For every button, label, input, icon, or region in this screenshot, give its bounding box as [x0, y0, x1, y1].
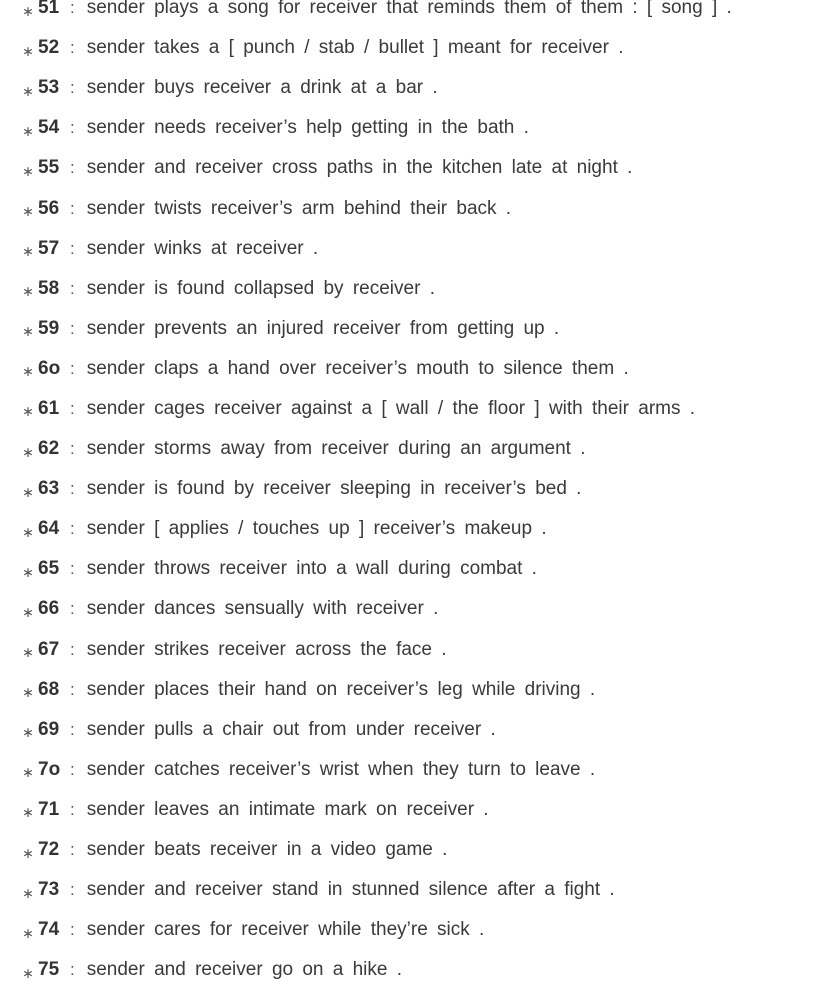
item-number: 7o — [38, 758, 61, 780]
asterisk-bullet-icon: ∗ — [22, 764, 34, 781]
list-item — [0, 389, 828, 429]
list-item — [0, 349, 828, 389]
item-text: sender strikes receiver across the face . — [86, 638, 447, 660]
item-separator: : — [70, 719, 75, 739]
list-item — [0, 710, 828, 750]
asterisk-bullet-icon: ∗ — [22, 964, 34, 981]
item-number: 66 — [38, 598, 60, 620]
item-separator: : — [70, 679, 75, 699]
list-item — [0, 950, 828, 990]
item-text: sender is found collapsed by receiver . — [86, 277, 435, 299]
asterisk-bullet-icon: ∗ — [22, 403, 34, 420]
item-text: sender and receiver stand in stunned silence after a fight . — [86, 879, 615, 901]
item-separator: : — [70, 38, 75, 58]
item-separator: : — [70, 559, 75, 579]
item-number: 63 — [38, 478, 60, 500]
item-separator: : — [70, 479, 75, 499]
item-separator: : — [70, 78, 75, 98]
item-text: sender throws receiver into a wall during combat . — [86, 558, 537, 580]
list-item — [0, 790, 828, 830]
list-item — [0, 830, 828, 870]
asterisk-bullet-icon: ∗ — [22, 924, 34, 941]
list-item — [0, 910, 828, 950]
item-separator: : — [70, 960, 75, 980]
item-text: sender [ applies / touches up ] receiver’s makeup . — [86, 518, 547, 540]
item-text: sender cares for receiver while they’re sick . — [86, 919, 485, 941]
item-text: sender catches receiver’s wrist when they turn to leave . — [86, 758, 596, 780]
item-text: sender takes a [ punch / stab / bullet ] meant for receiver . — [86, 37, 624, 59]
item-text: sender and receiver go on a hike . — [86, 959, 403, 981]
item-text: sender twists receiver’s arm behind their back . — [86, 197, 512, 219]
asterisk-bullet-icon: ∗ — [22, 122, 34, 139]
asterisk-bullet-icon: ∗ — [22, 603, 34, 620]
item-separator: : — [70, 439, 75, 459]
item-separator: : — [70, 158, 75, 178]
item-text: sender claps a hand over receiver’s mouth to silence them . — [86, 357, 629, 379]
item-text: sender needs receiver’s help getting in the bath . — [86, 117, 529, 139]
item-separator: : — [70, 920, 75, 940]
asterisk-bullet-icon: ∗ — [22, 363, 34, 380]
list-item — [0, 750, 828, 790]
item-separator: : — [70, 238, 75, 258]
item-separator: : — [70, 398, 75, 418]
asterisk-bullet-icon: ∗ — [22, 243, 34, 260]
item-number: 61 — [38, 397, 60, 419]
item-text: sender plays a song for receiver that reminds them of them : [ song ] . — [86, 0, 732, 19]
asterisk-bullet-icon: ∗ — [22, 42, 34, 59]
item-text: sender cages receiver against a [ wall / the floor ] with their arms . — [86, 397, 696, 419]
item-separator: : — [70, 759, 75, 779]
item-number: 67 — [38, 638, 60, 660]
item-number: 62 — [38, 438, 60, 460]
item-number: 75 — [38, 959, 60, 981]
asterisk-bullet-icon: ∗ — [22, 2, 34, 19]
item-text: sender winks at receiver . — [86, 237, 319, 259]
asterisk-bullet-icon: ∗ — [22, 443, 34, 460]
item-number: 57 — [38, 237, 60, 259]
list-item — [0, 870, 828, 910]
asterisk-bullet-icon: ∗ — [22, 644, 34, 661]
list-item — [0, 148, 828, 188]
item-text: sender beats receiver in a video game . — [86, 839, 448, 861]
list-item — [0, 630, 828, 670]
item-separator: : — [70, 840, 75, 860]
item-separator: : — [70, 0, 75, 18]
item-number: 74 — [38, 919, 60, 941]
item-separator: : — [70, 799, 75, 819]
item-number: 6o — [38, 357, 61, 379]
item-number: 69 — [38, 718, 60, 740]
item-separator: : — [70, 358, 75, 378]
item-separator: : — [70, 118, 75, 138]
asterisk-bullet-icon: ∗ — [22, 684, 34, 701]
list-item — [0, 108, 828, 148]
asterisk-bullet-icon: ∗ — [22, 563, 34, 580]
asterisk-bullet-icon: ∗ — [22, 82, 34, 99]
item-number: 52 — [38, 37, 60, 59]
list-item — [0, 549, 828, 589]
asterisk-bullet-icon: ∗ — [22, 844, 34, 861]
item-separator: : — [70, 599, 75, 619]
asterisk-bullet-icon: ∗ — [22, 804, 34, 821]
item-separator: : — [70, 639, 75, 659]
item-number: 68 — [38, 678, 60, 700]
asterisk-bullet-icon: ∗ — [22, 483, 34, 500]
asterisk-bullet-icon: ∗ — [22, 162, 34, 179]
item-separator: : — [70, 198, 75, 218]
item-text: sender and receiver cross paths in the kitchen late at night . — [86, 157, 633, 179]
item-text: sender places their hand on receiver’s leg while driving . — [86, 678, 596, 700]
item-text: sender prevents an injured receiver from getting up . — [86, 317, 560, 339]
asterisk-bullet-icon: ∗ — [22, 724, 34, 741]
list-item — [0, 589, 828, 629]
item-number: 56 — [38, 197, 60, 219]
item-number: 58 — [38, 277, 60, 299]
item-number: 51 — [38, 0, 60, 19]
list-item — [0, 28, 828, 68]
list-item — [0, 188, 828, 228]
list-item — [0, 229, 828, 269]
item-separator: : — [70, 519, 75, 539]
asterisk-bullet-icon: ∗ — [22, 203, 34, 220]
item-number: 71 — [38, 798, 60, 820]
item-number: 54 — [38, 117, 60, 139]
item-number: 55 — [38, 157, 60, 179]
item-text: sender dances sensually with receiver . — [86, 598, 439, 620]
item-text: sender buys receiver a drink at a bar . — [86, 77, 438, 99]
asterisk-bullet-icon: ∗ — [22, 323, 34, 340]
item-text: sender is found by receiver sleeping in receiver’s bed . — [86, 478, 582, 500]
list-item — [0, 670, 828, 710]
item-separator: : — [70, 278, 75, 298]
asterisk-bullet-icon: ∗ — [22, 283, 34, 300]
item-number: 64 — [38, 518, 60, 540]
item-text: sender storms away from receiver during an argument . — [86, 438, 586, 460]
list-item — [0, 469, 828, 509]
item-number: 53 — [38, 77, 60, 99]
list-item — [0, 269, 828, 309]
asterisk-bullet-icon: ∗ — [22, 884, 34, 901]
item-number: 65 — [38, 558, 60, 580]
list-item — [0, 429, 828, 469]
item-text: sender leaves an intimate mark on receiver . — [86, 798, 489, 820]
list-item — [0, 509, 828, 549]
item-text: sender pulls a chair out from under receiver . — [86, 718, 496, 740]
item-separator: : — [70, 318, 75, 338]
list-item — [0, 68, 828, 108]
item-number: 59 — [38, 317, 60, 339]
item-separator: : — [70, 880, 75, 900]
list-item — [0, 0, 828, 28]
asterisk-bullet-icon: ∗ — [22, 523, 34, 540]
list-item — [0, 309, 828, 349]
item-number: 72 — [38, 839, 60, 861]
item-number: 73 — [38, 879, 60, 901]
